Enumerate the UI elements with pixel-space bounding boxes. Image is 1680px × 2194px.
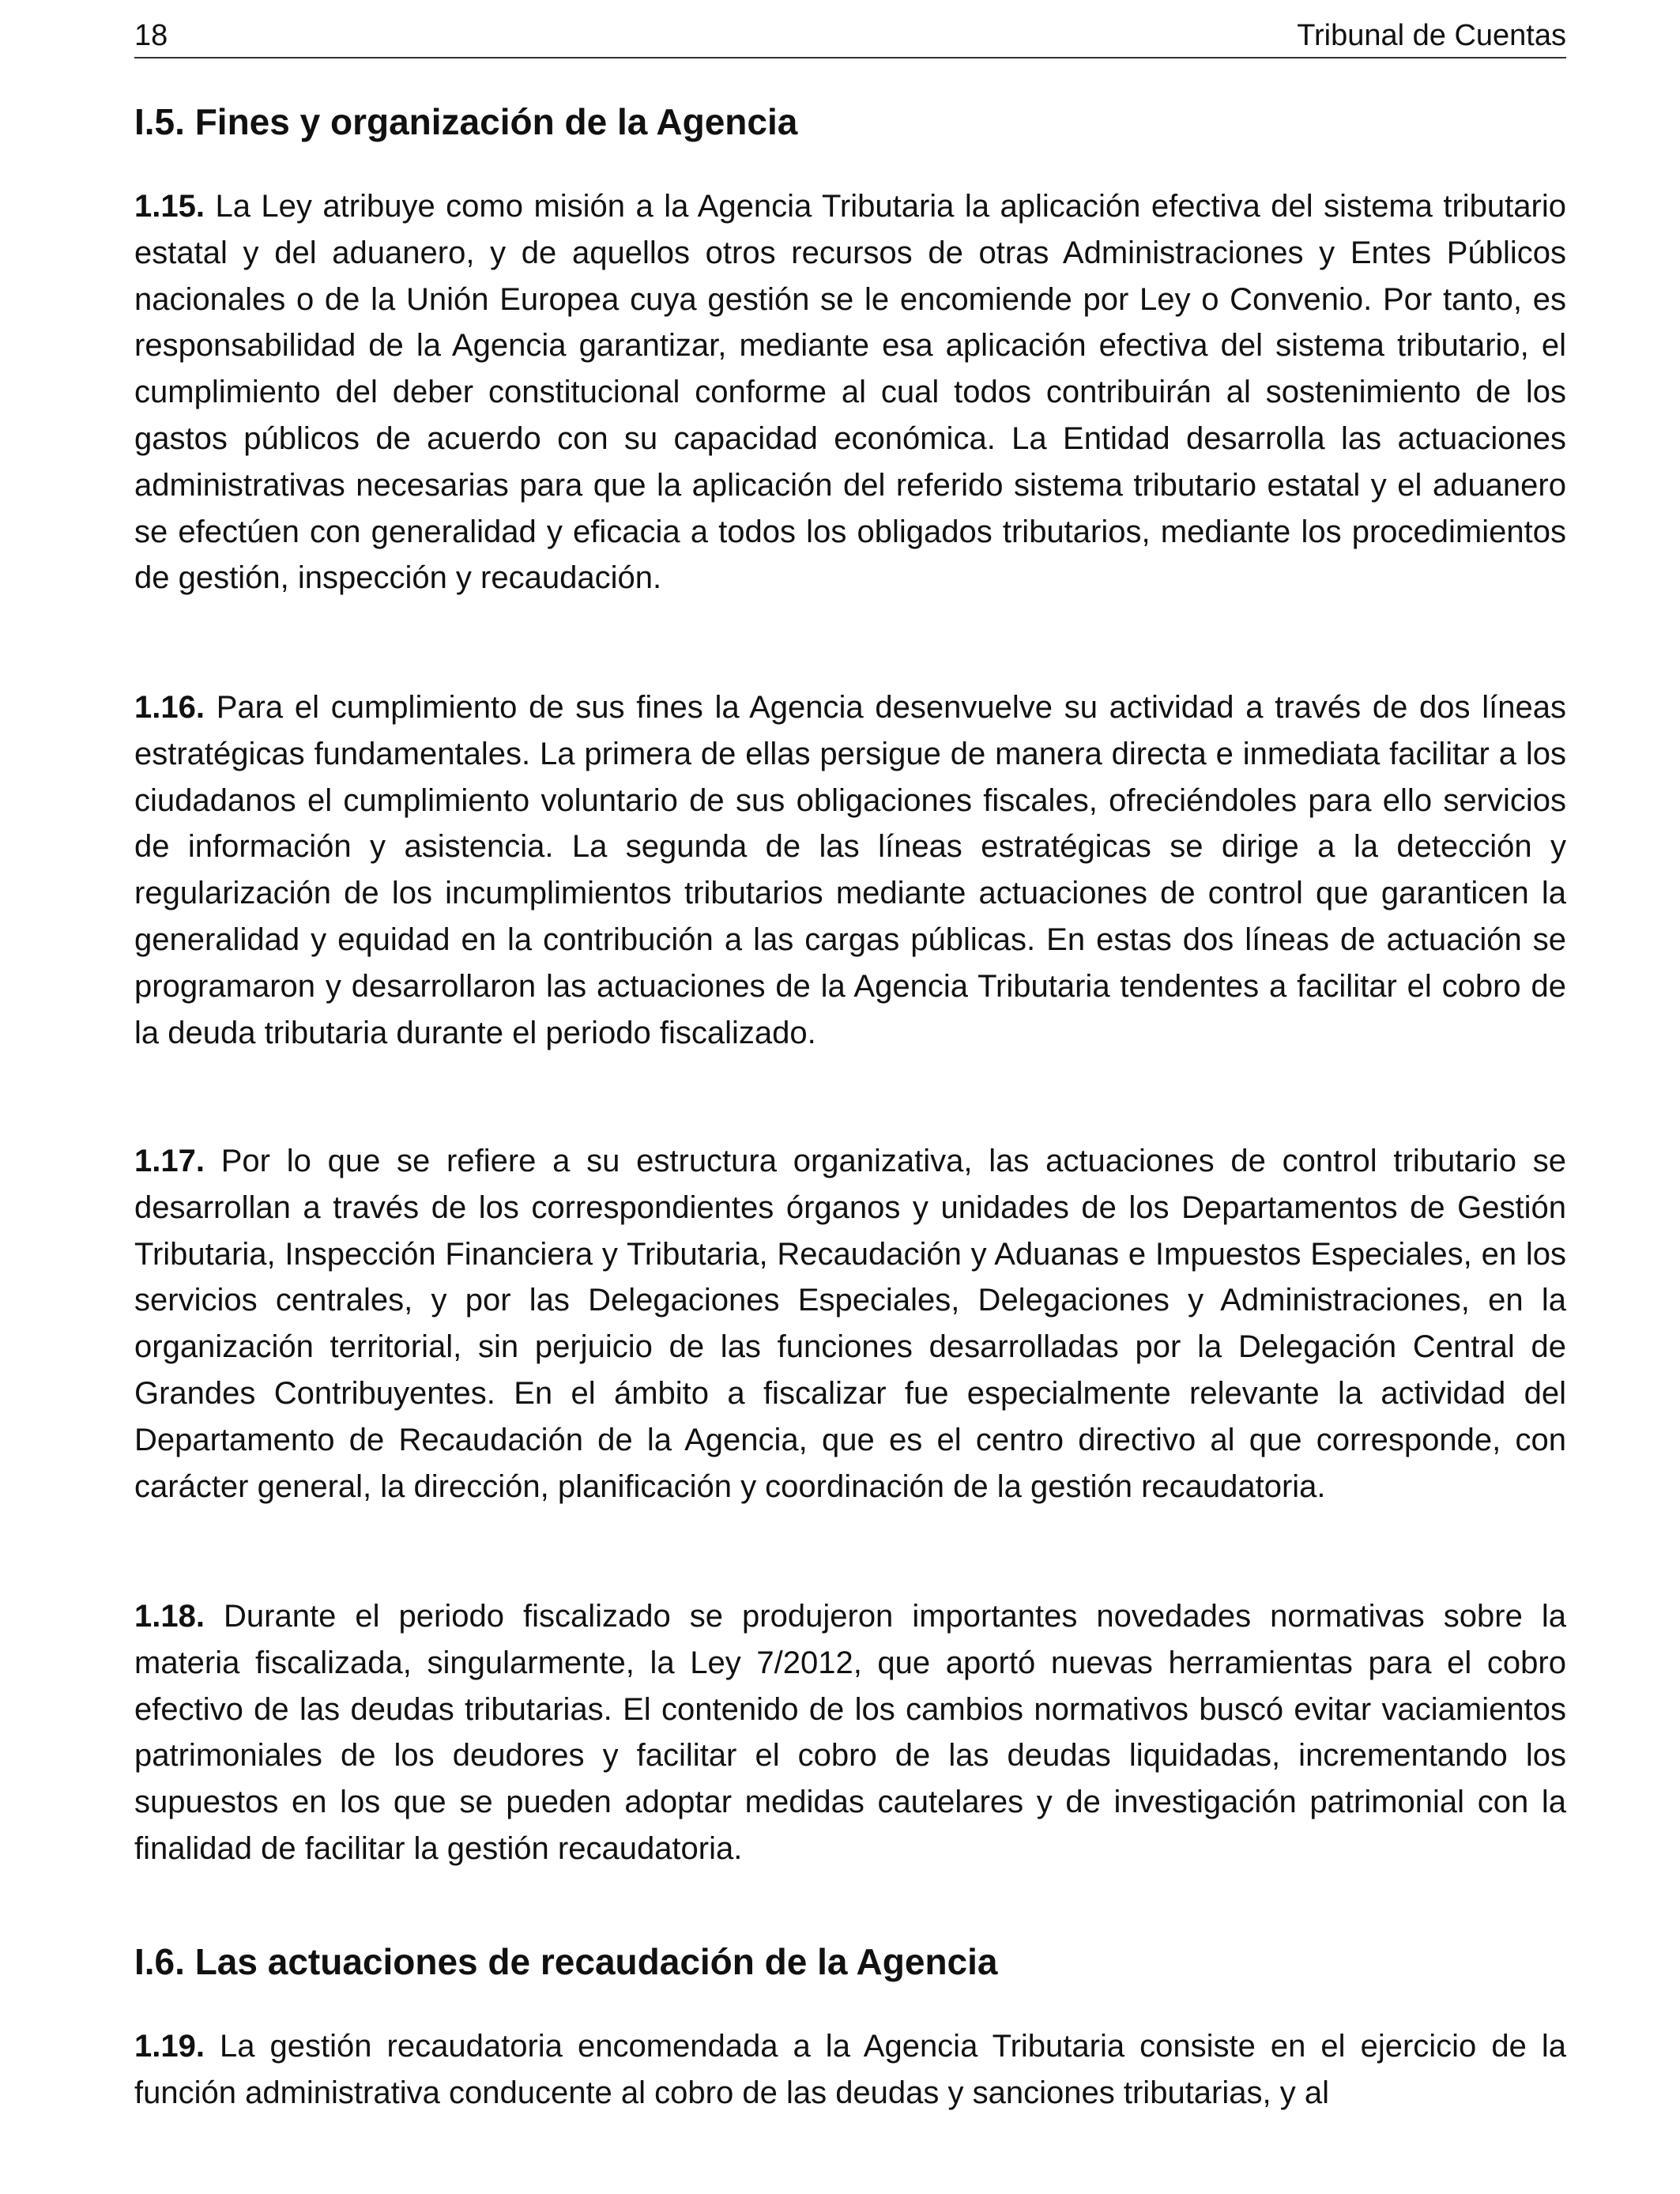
paragraph-text: Por lo que se refiere a su estructura organizativa, las actuaciones de control tributario se desarrollan a través de los correspondientes órganos y unidades de los Departamentos de Gestión Tributaria, Inspección Financiera y Tributaria, Recaudación y Aduanas e Impuestos Especiales, en los servicios centrales, y por las Delegaciones Especiales, Delegaciones y Administraciones, en la organización territorial, sin perjuicio de las funciones desarrolladas por la Delegación Central de Grandes Contribuyentes. En el ámbito a fiscalizar fue especialmente relevante la actividad del Departamento de Recaudación de la Agencia, que es el centro directivo al que corresponde, con carácter general, la dirección, planificación y coordinación de la gestión recaudatoria. [134, 1144, 1566, 1504]
paragraph-text: Para el cumplimiento de sus fines la Agencia desenvuelve su actividad a través de dos líneas estratégicas fundamentales. La primera de ellas persigue de manera directa e inmediata facilitar a los ciudadanos el cumplimiento voluntario de sus obligaciones fiscales, ofreciéndoles para ello servicios de información y asistencia. La segunda de las líneas estratégicas se dirige a la detección y regularización de los incumplimientos tributarios mediante actuaciones de control que garanticen la generalidad y equidad en la contribución a las cargas públicas. En estas dos líneas de actuación se programaron y desarrollaron las actuaciones de la Agencia Tributaria tendentes a facilitar el cobro de la deuda tributaria durante el periodo fiscalizado. [134, 690, 1566, 1050]
paragraph-1-19 [134, 2023, 1566, 2117]
header-organization: Tribunal de Cuentas [1297, 19, 1566, 52]
page-number: 18 [134, 19, 168, 52]
running-header [134, 14, 1566, 58]
paragraph-number: 1.17. [134, 1144, 205, 1178]
paragraph-1-18 [134, 1593, 1566, 1872]
paragraph-number: 1.18. [134, 1599, 205, 1634]
paragraph-text: La gestión recaudatoria encomendada a la Agencia Tributaria consiste en el ejercicio de la función administrativa conducente al cobro de las deudas y sanciones tributarias, y al [134, 2029, 1567, 2110]
paragraph-1-17 [134, 1138, 1566, 1510]
section-heading-i6: I.6. Las actuaciones de recaudación de la Agencia [134, 1941, 998, 1982]
paragraph-text: La Ley atribuye como misión a la Agencia Tributaria la aplicación efectiva del sistema tributario estatal y del aduanero, y de aquellos otros recursos de otras Administraciones y Entes Públicos nacionales o de la Unión Europea cuya gestión se le encomiende por Ley o Convenio. Por tanto, es responsabilidad de la Agencia garantizar, mediante esa aplicación efectiva del sistema tributario, el cumplimiento del deber constitucional conforme al cual todos contribuirán al sostenimiento de los gastos públicos de acuerdo con su capacidad económica. La Entidad desarrolla las actuaciones administrativas necesarias para que la aplicación del referido sistema tributario estatal y el aduanero se efectúen con generalidad y eficacia a todos los obligados tributarios, mediante los procedimientos de gestión, inspección y recaudación. [134, 189, 1566, 596]
paragraph-number: 1.19. [134, 2029, 205, 2064]
paragraph-text: Durante el periodo fiscalizado se produjeron importantes novedades normativas sobre la materia fiscalizada, singularmente, la Ley 7/2012, que aportó nuevas herramientas para el cobro efectivo de las deudas tributarias. El contenido de los cambios normativos buscó evitar vaciamientos patrimoniales de los deudores y facilitar el cobro de las deudas liquidadas, incrementando los supuestos en los que se pueden adoptar medidas cautelares y de investigación patrimonial con la finalidad de facilitar la gestión recaudatoria. [134, 1599, 1566, 1866]
paragraph-1-15 [134, 183, 1566, 601]
section-heading-i5: I.5. Fines y organización de la Agencia [134, 101, 798, 142]
paragraph-1-16 [134, 684, 1566, 1056]
paragraph-number: 1.16. [134, 690, 205, 725]
paragraph-number: 1.15. [134, 189, 205, 224]
